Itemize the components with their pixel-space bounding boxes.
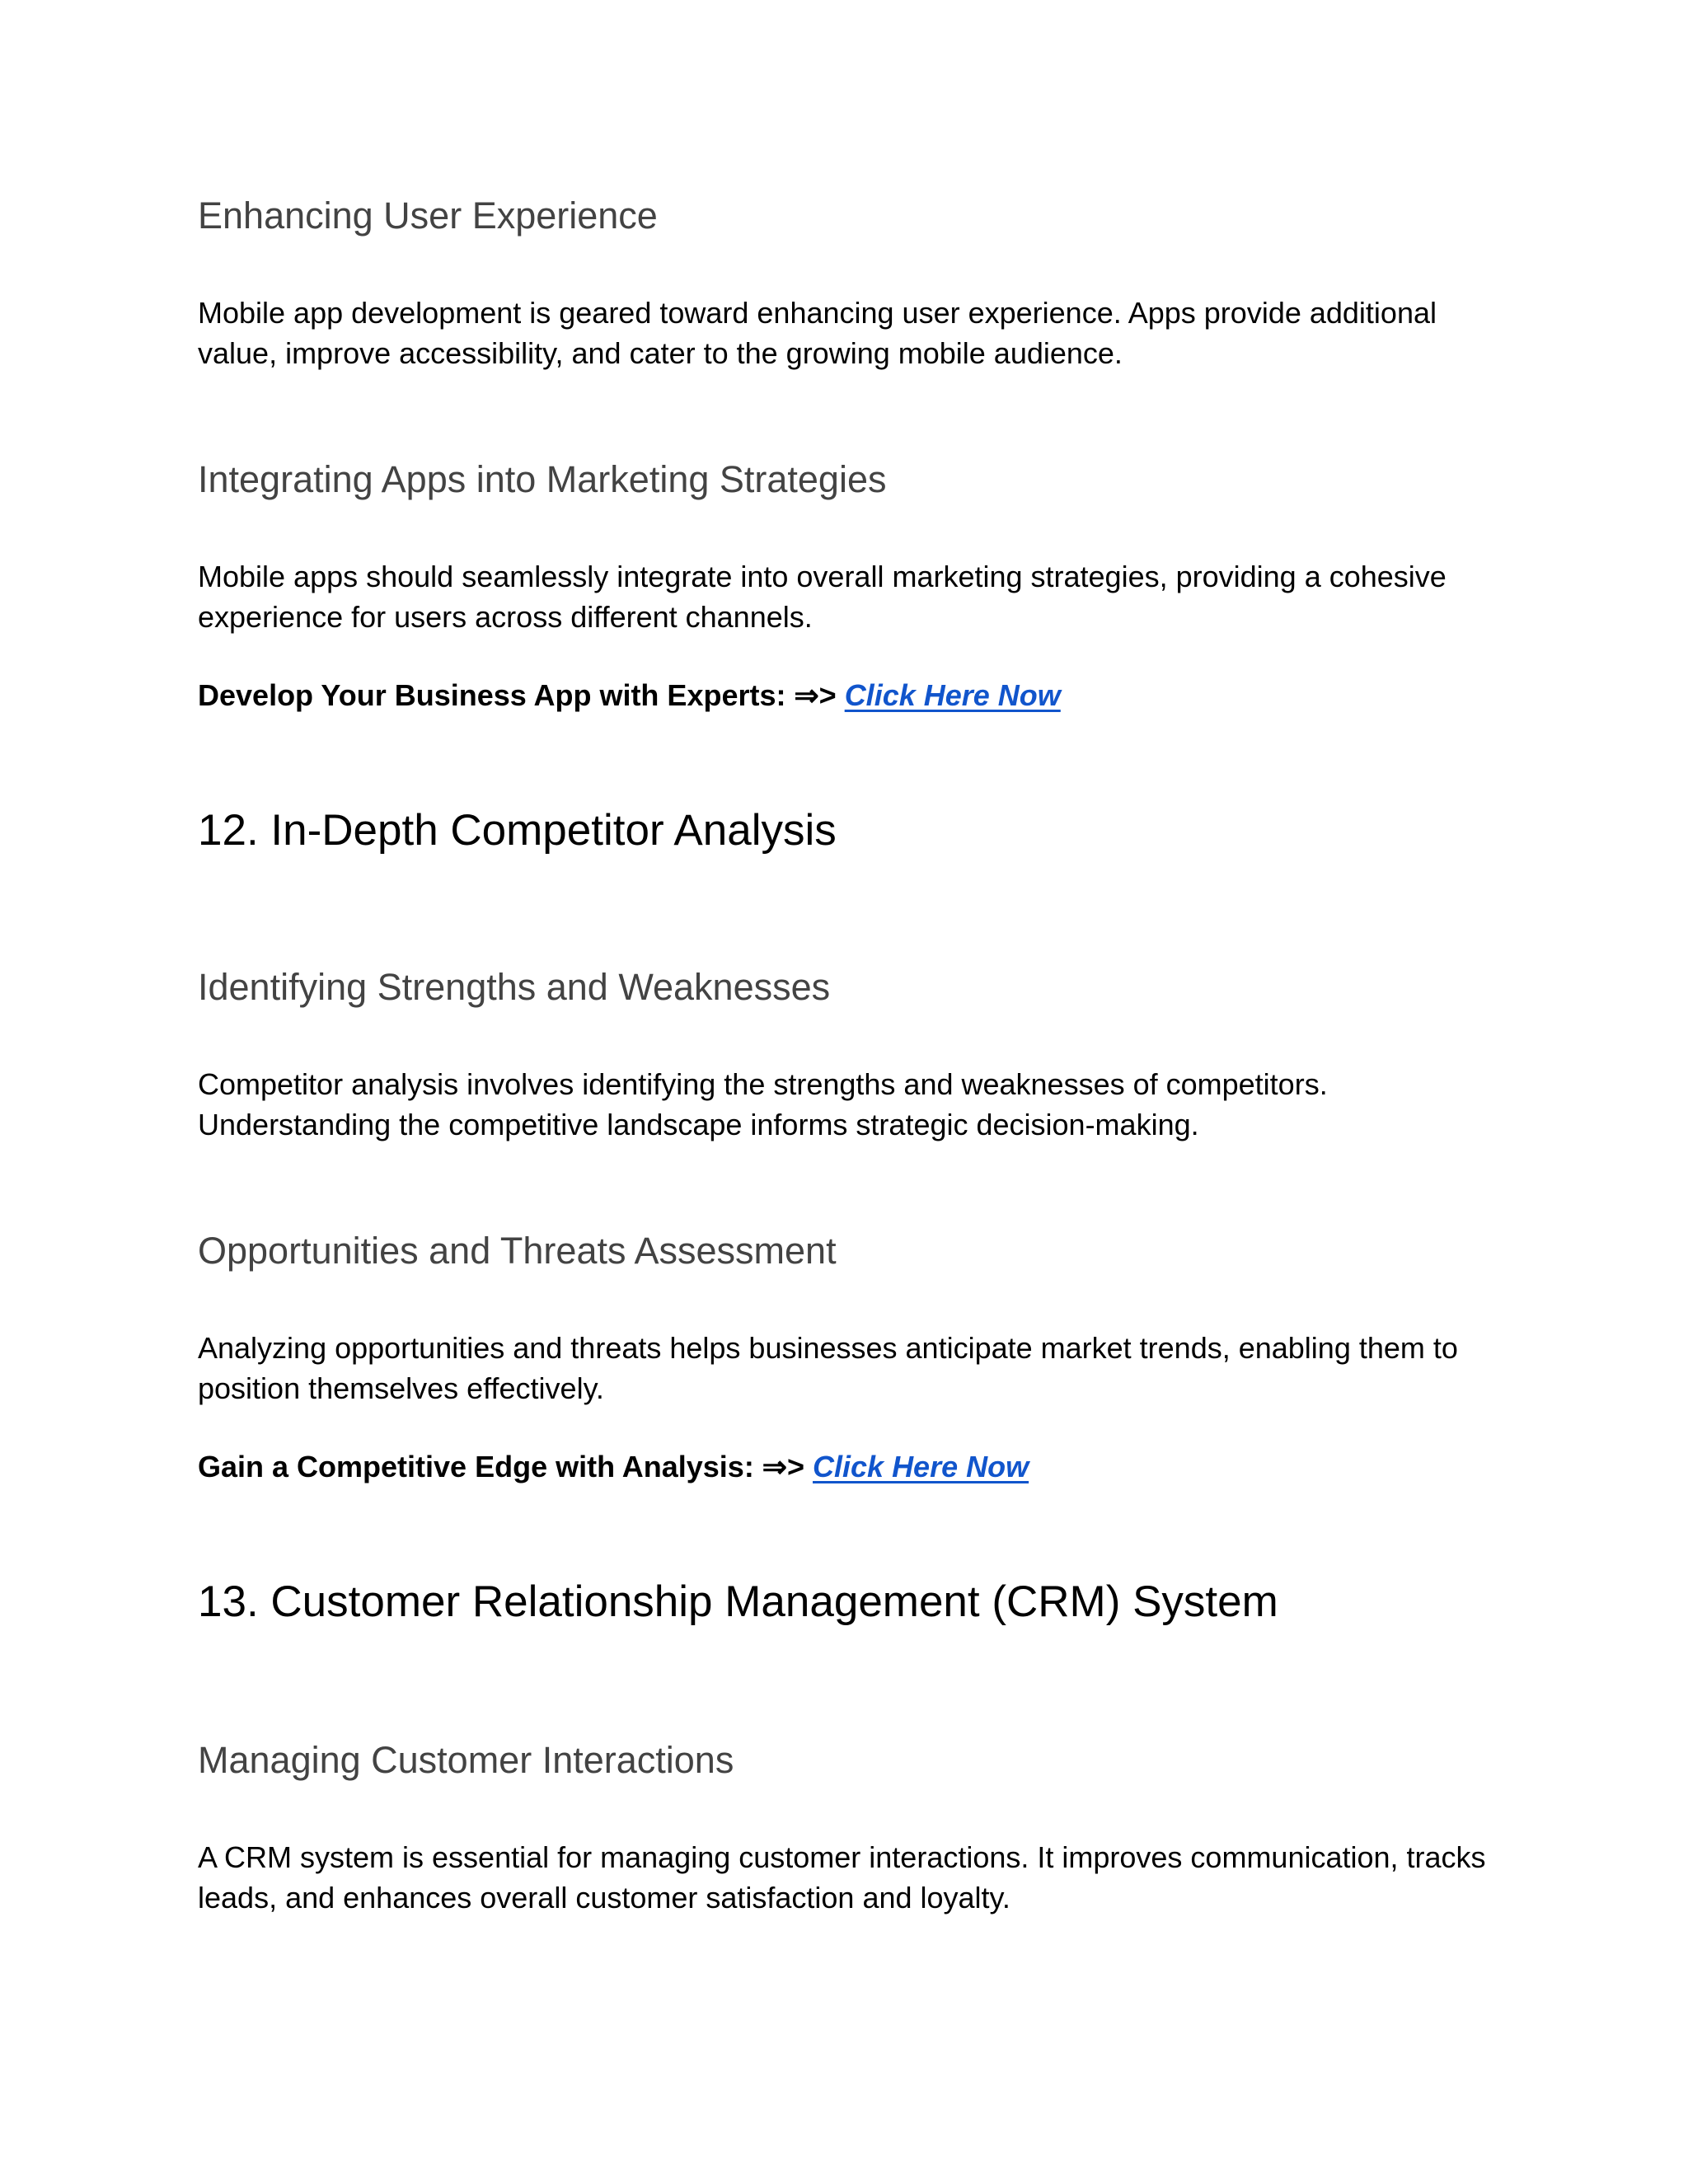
paragraph-opportunities-threats: Analyzing opportunities and threats helps businesses anticipate market trends, enabling them to position themselves effectively. bbox=[198, 1331, 1458, 1405]
subheading-enhancing-user-experience: Enhancing User Experience bbox=[198, 194, 658, 237]
cta-label: Develop Your Business App with Experts: ⇒> bbox=[198, 678, 837, 712]
paragraph-strengths-weaknesses: Competitor analysis involves identifying the strengths and weaknesses of competitors. Understanding the competitive landscape informs strategic decision-making. bbox=[198, 1067, 1328, 1141]
paragraph-integrating-apps: Mobile apps should seamlessly integrate into overall marketing strategies, providing a cohesive experience for users across different channels. bbox=[198, 560, 1447, 634]
subheading-integrating-apps: Integrating Apps into Marketing Strategies bbox=[198, 458, 887, 500]
subheading-opportunities-threats: Opportunities and Threats Assessment bbox=[198, 1230, 837, 1272]
cta-develop-business-app bbox=[198, 676, 1500, 716]
paragraph-enhancing-user-experience: Mobile app development is geared toward enhancing user experience. Apps provide additional value, improve accessibility, and cater to the growing mobile audience. bbox=[198, 296, 1437, 370]
paragraph-managing-customer-interactions: A CRM system is essential for managing customer interactions. It improves communication, tracks leads, and enhances overall customer satisfaction and loyalty. bbox=[198, 1840, 1486, 1915]
click-here-now-link[interactable]: Click Here Now bbox=[813, 1450, 1029, 1483]
heading-crm-system: 13. Customer Relationship Management (CRM) System bbox=[198, 1577, 1278, 1626]
click-here-now-link[interactable]: Click Here Now bbox=[844, 678, 1061, 712]
subheading-managing-customer-interactions: Managing Customer Interactions bbox=[198, 1739, 734, 1781]
cta-label: Gain a Competitive Edge with Analysis: ⇒> bbox=[198, 1450, 804, 1483]
subheading-strengths-weaknesses: Identifying Strengths and Weaknesses bbox=[198, 966, 831, 1008]
heading-competitor-analysis: 12. In-Depth Competitor Analysis bbox=[198, 806, 837, 855]
cta-competitive-edge bbox=[198, 1447, 1500, 1488]
